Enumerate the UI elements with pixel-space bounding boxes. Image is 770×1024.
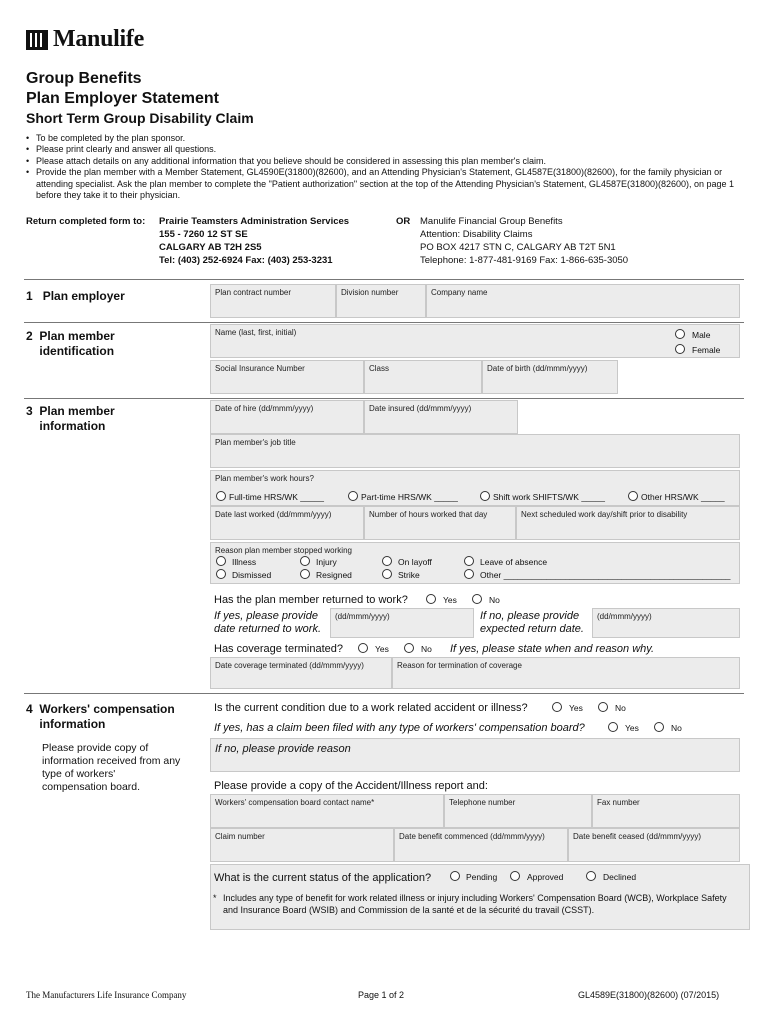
if-yes-return-date-note — [214, 610, 321, 636]
note-line: If no, please provide — [480, 610, 580, 622]
field-label: Date of hire (dd/mmm/yyyy) — [215, 404, 314, 413]
instruction-item: • Provide the plan member with a Member Statement, GL4590E(31800)(82600), and an Attending Physician's Statement, GL4587E(31800)(82600), for the family physician or attending specialist. Ask the plan member to complete the "Patient authorization" section at the top of the Attending Physician's Statement, GL4587E(31800)(82600), on page 1 before they take it to their physician. — [26, 167, 736, 201]
field-label: Plan member's job title — [215, 438, 296, 447]
section-divider — [24, 398, 744, 399]
field-label: If no, please provide reason — [215, 743, 351, 755]
address-line: Tel: (403) 252-6924 Fax: (403) 253-3231 — [159, 255, 333, 266]
full-time-label: Full-time HRS/WK _____ — [229, 492, 324, 502]
field-label: Date benefit commenced (dd/mmm/yyyy) — [399, 832, 545, 841]
female-label: Female — [692, 345, 721, 355]
brand-name: Manulife — [53, 26, 144, 52]
coverage-no-radio[interactable] — [404, 643, 414, 653]
coverage-terminated-date-field[interactable] — [210, 657, 392, 689]
field-label: Class — [369, 364, 390, 373]
no-label: No — [421, 644, 432, 654]
section-title: Workers' compensation information — [39, 702, 175, 731]
declined-label: Declined — [603, 872, 637, 882]
full-time-radio[interactable] — [216, 491, 226, 501]
part-time-label: Part-time HRS/WK _____ — [361, 492, 458, 502]
page-title-line2: Plan Employer Statement — [26, 90, 219, 107]
resigned-label: Resigned — [316, 570, 352, 580]
field-label: Company name — [431, 288, 488, 297]
address-line: 155 - 7260 12 ST SE — [159, 229, 248, 240]
wcb-contact-name-field[interactable] — [210, 794, 444, 828]
next-shift-field[interactable] — [516, 506, 740, 540]
approved-radio[interactable] — [510, 871, 520, 881]
female-radio[interactable] — [675, 344, 685, 354]
no-label: No — [671, 723, 682, 733]
instruction-item: • Please attach details on any additional information that you believe should be considered in assessing this plan member's claim. — [26, 156, 736, 167]
section-title: Plan member information — [39, 404, 115, 433]
other-reason-radio[interactable] — [464, 569, 474, 579]
on-layoff-radio[interactable] — [382, 556, 392, 566]
strike-radio[interactable] — [382, 569, 392, 579]
section-number: 3 — [26, 404, 33, 418]
field-label: Next scheduled work day/shift prior to disability — [521, 510, 688, 519]
no-claim-reason-field[interactable] — [210, 738, 740, 772]
field-label: Plan contract number — [215, 288, 292, 297]
section-number: 4 — [26, 702, 33, 716]
address-line: Telephone: 1-877-481-9169 Fax: 1-866-635-3050 — [420, 255, 629, 266]
coverage-note: If yes, please state when and reason why. — [450, 643, 655, 655]
footnote-text: Includes any type of benefit for work related illness or injury including Workers' Compensation Board (WCB), Workplace Safety and Insurance Board (WSIB) and Commission de la santé et de la sécurité du travail (CSST). — [223, 893, 727, 915]
section-1-heading — [26, 289, 125, 304]
application-status-question: What is the current status of the application? — [214, 872, 432, 884]
injury-radio[interactable] — [300, 556, 310, 566]
field-label: (dd/mmm/yyyy) — [597, 612, 652, 621]
approved-label: Approved — [527, 872, 564, 882]
field-label: Date benefit ceased (dd/mmm/yyyy) — [573, 832, 702, 841]
form-code: GL4589E(31800)(82600) (07/2015) — [578, 990, 720, 1000]
date-last-worked-field[interactable] — [210, 506, 364, 540]
sin-field[interactable] — [210, 360, 364, 394]
field-label: Name (last, first, initial) — [215, 328, 297, 337]
page-title-line1: Group Benefits — [26, 70, 142, 87]
class-field[interactable] — [364, 360, 482, 394]
address-line: PO BOX 4217 STN C, CALGARY AB T2T 5N1 — [420, 242, 616, 253]
leave-of-absence-label: Leave of absence — [480, 557, 548, 567]
returned-to-work-question: Has the plan member returned to work? — [214, 594, 408, 606]
section-number: 1 — [26, 289, 33, 303]
illness-radio[interactable] — [216, 556, 226, 566]
instructions-list — [26, 133, 736, 201]
field-label: Date insured (dd/mmm/yyyy) — [369, 404, 472, 413]
field-label: Reason plan member stopped working — [215, 546, 352, 555]
yes-label: Yes — [443, 595, 457, 605]
strike-label: Strike — [398, 570, 420, 580]
dismissed-label: Dismissed — [232, 570, 272, 580]
pending-label: Pending — [466, 872, 498, 882]
plan-contract-number-field[interactable] — [210, 284, 336, 318]
return-address-2 — [420, 215, 628, 267]
section-3-heading — [26, 404, 129, 434]
note-line: If yes, please provide — [214, 610, 318, 622]
part-time-radio[interactable] — [348, 491, 358, 501]
footer-company: The Manufacturers Life Insurance Company — [26, 990, 187, 1000]
address-line: Prairie Teamsters Administration Services — [159, 216, 350, 227]
return-label: Return completed form to: — [26, 216, 146, 227]
injury-label: Injury — [316, 557, 337, 567]
note-line: date returned to work. — [214, 623, 322, 635]
section-4-heading — [26, 702, 189, 732]
job-title-field[interactable] — [210, 434, 740, 468]
instruction-item: • Please print clearly and answer all questions. — [26, 144, 736, 155]
field-label: Date of birth (dd/mmm/yyyy) — [487, 364, 588, 373]
if-no-return-date-note — [480, 610, 584, 636]
division-number-field[interactable] — [336, 284, 426, 318]
field-label: Telephone number — [449, 798, 516, 807]
expected-return-field[interactable] — [592, 608, 740, 638]
other-reason-label: Other ________________________________________________ — [480, 570, 731, 580]
leave-of-absence-radio[interactable] — [464, 556, 474, 566]
telephone-number-field[interactable] — [444, 794, 592, 828]
address-line: CALGARY AB T2H 2S5 — [159, 242, 262, 253]
field-label: Date last worked (dd/mmm/yyyy) — [215, 510, 332, 519]
field-label: Division number — [341, 288, 399, 297]
benefit-ceased-field[interactable] — [568, 828, 740, 862]
other-hours-radio[interactable] — [628, 491, 638, 501]
other-hours-label: Other HRS/WK _____ — [641, 492, 725, 502]
claim-filed-question: If yes, has a claim been filed with any type of workers' compensation board? — [214, 722, 585, 734]
section-2-heading — [26, 329, 129, 359]
page-number: Page 1 of 2 — [358, 990, 405, 1000]
field-label: Workers' compensation board contact name* — [215, 798, 375, 807]
field-label: Date coverage terminated (dd/mmm/yyyy) — [215, 661, 364, 670]
pending-radio[interactable] — [450, 871, 460, 881]
yes-label: Yes — [569, 703, 583, 713]
claim-number-field[interactable] — [210, 828, 394, 862]
address-line: Attention: Disability Claims — [420, 229, 533, 240]
company-name-field[interactable] — [426, 284, 740, 318]
field-label: Plan member's work hours? — [215, 474, 314, 483]
coverage-yes-radio[interactable] — [358, 643, 368, 653]
section-divider — [24, 322, 744, 323]
return-address-1 — [159, 215, 349, 267]
claim-filed-no-radio[interactable] — [654, 722, 664, 732]
on-layoff-label: On layoff — [398, 557, 432, 567]
or-label: OR — [396, 216, 411, 227]
male-radio[interactable] — [675, 329, 685, 339]
returned-no-radio[interactable] — [472, 594, 482, 604]
section-title: Plan employer — [42, 289, 125, 303]
illness-label: Illness — [232, 557, 257, 567]
member-name-field[interactable] — [210, 324, 740, 358]
address-line: Manulife Financial Group Benefits — [420, 216, 563, 227]
coverage-terminated-question: Has coverage terminated? — [214, 643, 344, 655]
section-divider — [24, 279, 744, 280]
field-label: Number of hours worked that day — [369, 510, 488, 519]
no-label: No — [615, 703, 626, 713]
section-divider — [24, 693, 744, 694]
section-4-note: Please provide copy of information received from any type of workers' compensation board. — [42, 742, 181, 793]
benefit-commenced-field[interactable] — [394, 828, 568, 862]
work-related-question: Is the current condition due to a work related accident or illness? — [214, 702, 528, 714]
field-label: Social Insurance Number — [215, 364, 305, 373]
declined-radio[interactable] — [586, 871, 596, 881]
date-insured-field[interactable] — [364, 400, 518, 434]
shift-work-radio[interactable] — [480, 491, 490, 501]
no-label: No — [489, 595, 500, 605]
work-related-no-radio[interactable] — [598, 702, 608, 712]
instruction-item: • To be completed by the plan sponsor. — [26, 133, 736, 144]
date-of-birth-field[interactable] — [482, 360, 618, 394]
manulife-logo — [26, 26, 144, 53]
date-returned-field[interactable] — [330, 608, 474, 638]
field-label: Fax number — [597, 798, 640, 807]
field-label: Claim number — [215, 832, 265, 841]
manulife-logo-icon — [26, 30, 48, 50]
section-title: Plan member identification — [39, 329, 115, 358]
work-related-yes-radio[interactable] — [552, 702, 562, 712]
dismissed-radio[interactable] — [216, 569, 226, 579]
field-label: (dd/mmm/yyyy) — [335, 612, 390, 621]
footnote-star: * — [213, 893, 217, 903]
date-of-hire-field[interactable] — [210, 400, 364, 434]
coverage-termination-reason-field[interactable] — [392, 657, 740, 689]
yes-label: Yes — [375, 644, 389, 654]
fax-number-field[interactable] — [592, 794, 740, 828]
returned-yes-radio[interactable] — [426, 594, 436, 604]
note-line: expected return date. — [480, 623, 584, 635]
claim-filed-yes-radio[interactable] — [608, 722, 618, 732]
shift-work-label: Shift work SHIFTS/WK _____ — [493, 492, 605, 502]
page-subtitle: Short Term Group Disability Claim — [26, 110, 254, 126]
field-label: Reason for termination of coverage — [397, 661, 522, 670]
copy-request-text: Please provide a copy of the Accident/Illness report and: — [214, 780, 488, 792]
section-number: 2 — [26, 329, 33, 343]
yes-label: Yes — [625, 723, 639, 733]
male-label: Male — [692, 330, 711, 340]
resigned-radio[interactable] — [300, 569, 310, 579]
hours-worked-field[interactable] — [364, 506, 516, 540]
